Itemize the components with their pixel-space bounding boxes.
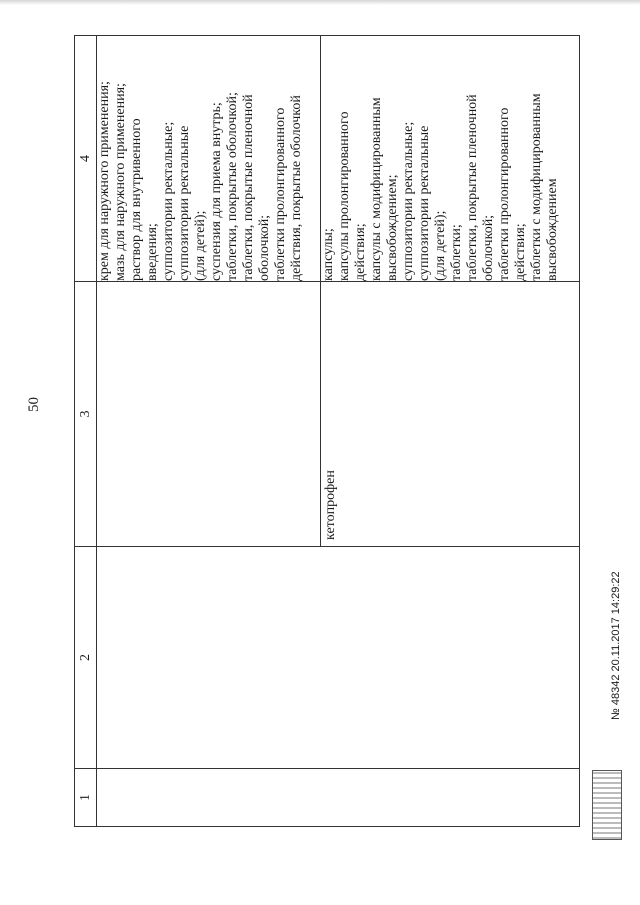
cell-col-3 bbox=[97, 282, 321, 547]
dosage-form-line: капсулы пролонгированного bbox=[337, 111, 352, 281]
dosage-form-line: таблетки пролонгированного bbox=[497, 107, 512, 281]
header-row bbox=[75, 36, 97, 827]
dosage-form-line: высвобождением bbox=[545, 178, 560, 281]
dosage-form-line: оболочкой; bbox=[257, 214, 272, 281]
dosage-form-line: действия; bbox=[353, 223, 368, 281]
dosage-forms-cell bbox=[321, 36, 580, 282]
header-col-2: 2 bbox=[75, 547, 97, 769]
dosage-form-line: крем для наружного применения; bbox=[97, 81, 112, 281]
table-row bbox=[97, 36, 321, 827]
dosage-form-line: оболочкой; bbox=[481, 214, 496, 281]
dosage-form-line: таблетки, покрытые оболочкой; bbox=[225, 92, 240, 281]
header-col-4: 4 bbox=[75, 36, 97, 282]
header-col-1: 1 bbox=[75, 769, 97, 827]
dosage-form-line: действия; bbox=[513, 223, 528, 281]
drug-name-cell: кетопрофен bbox=[321, 282, 580, 547]
drug-table bbox=[74, 35, 580, 827]
header-col-3: 3 bbox=[75, 282, 97, 547]
scan-edge bbox=[0, 0, 640, 5]
registration-line: № 48342 20.11.2017 14:29:22 bbox=[610, 571, 622, 720]
dosage-form-line: таблетки, покрытые пленочной bbox=[465, 94, 480, 281]
dosage-form-line: раствор для внутривенного bbox=[129, 118, 144, 281]
dosage-form-line: высвобождением; bbox=[385, 174, 400, 281]
dosage-form-line: суспензия для приема внутрь; bbox=[209, 102, 224, 281]
dosage-form-line: мазь для наружного применения; bbox=[113, 83, 128, 281]
dosage-form-line: введения; bbox=[145, 223, 160, 281]
dosage-form-line: (для детей); bbox=[193, 210, 208, 281]
dosage-form-line: действия, покрытые оболочкой bbox=[289, 95, 304, 281]
official-stamp-icon bbox=[592, 770, 622, 840]
dosage-form-line: таблетки, покрытые пленочной bbox=[241, 94, 256, 281]
dosage-form-line: капсулы; bbox=[321, 228, 336, 281]
dosage-form-line: суппозитории ректальные; bbox=[401, 121, 416, 281]
dosage-forms-cell bbox=[97, 36, 321, 282]
cell-col-2 bbox=[97, 547, 580, 769]
dosage-form-line: суппозитории ректальные bbox=[177, 125, 192, 281]
rotated-table-wrapper bbox=[74, 36, 580, 827]
dosage-form-line: капсулы с модифицированным bbox=[369, 97, 384, 281]
page-number: 50 bbox=[26, 397, 42, 412]
dosage-form-line: таблетки с модифицированным bbox=[529, 93, 544, 281]
dosage-form-line: таблетки пролонгированного bbox=[273, 107, 288, 281]
dosage-form-line: суппозитории ректальные; bbox=[161, 121, 176, 281]
dosage-form-line: (для детей); bbox=[433, 210, 448, 281]
dosage-form-line: суппозитории ректальные bbox=[417, 125, 432, 281]
cell-col-1 bbox=[97, 769, 580, 827]
dosage-form-line: таблетки; bbox=[449, 224, 464, 281]
